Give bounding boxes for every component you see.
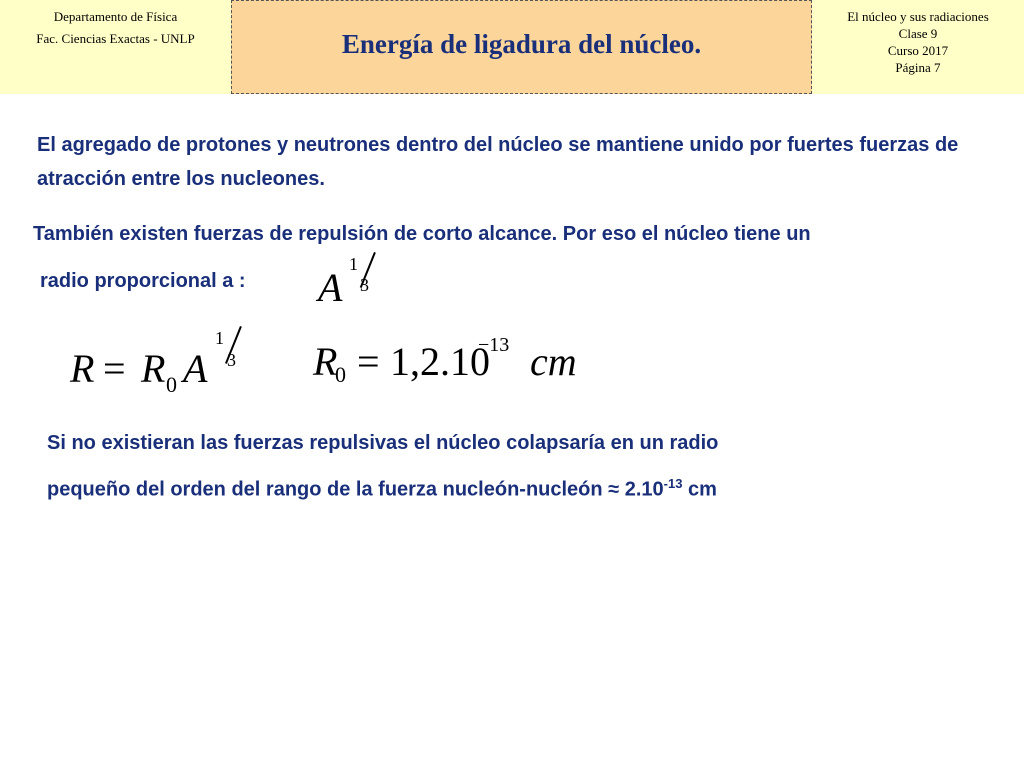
department-label: Departamento de Física <box>53 9 178 24</box>
range-unit: cm <box>682 478 717 501</box>
paragraph-attraction: El agregado de protones y neutrones dentro del núcleo se mantiene unido por fuertes fuerzas de atracción entre los nucleones. <box>37 134 959 190</box>
formula-r0-equals: = <box>357 339 380 384</box>
formula-radius-r0-subscript: 0 <box>166 372 177 397</box>
formula-r0-mantissa: 1,2.10 <box>390 339 490 384</box>
formula-r0-exponent: −13 <box>478 334 510 356</box>
formula-radius-r0: R <box>141 346 166 391</box>
formula-a-exp-den: 3 <box>360 275 369 295</box>
slide-title: Energía de ligadura del núcleo. <box>341 28 702 59</box>
formula-radius-a: A <box>183 346 208 391</box>
course-name: El núcleo y sus radiaciones <box>847 9 989 24</box>
formula-radius-exp-num: 1 <box>215 328 224 348</box>
formula-r0-symbol: R <box>313 339 338 384</box>
page-number: Página 7 <box>895 60 941 75</box>
formula-radius-lhs: R <box>70 346 95 391</box>
formula-radius-exp-den: 3 <box>227 350 236 370</box>
formula-radius-equals: = <box>103 346 126 391</box>
class-number: Clase 9 <box>898 26 938 41</box>
range-text: pequeño del orden del rango de la fuerza nucleón-nucleón ≈ 2.10 <box>47 478 664 501</box>
course-year: Curso 2017 <box>887 43 949 58</box>
paragraph-repulsion: También existen fuerzas de repulsión de corto alcance. Por eso el núcleo tiene un <box>33 223 811 245</box>
header-left-panel <box>0 0 231 94</box>
faculty-label: Fac. Ciencias Exactas - UNLP <box>36 31 195 46</box>
paragraph-radius-proportional: radio proporcional a : <box>40 270 246 292</box>
header-title-panel <box>231 0 812 94</box>
formula-r0-subscript: 0 <box>335 362 346 387</box>
paragraph-collapse: Si no existieran las fuerzas repulsivas el núcleo colapsaría en un radio <box>47 432 719 454</box>
header-right-panel <box>812 0 1024 94</box>
formula-a-exp-num: 1 <box>349 254 358 274</box>
formula-r0-unit: cm <box>530 339 577 384</box>
formula-a-base: A <box>318 265 343 310</box>
range-exponent: -13 <box>663 476 683 491</box>
paragraph-range <box>47 476 717 502</box>
